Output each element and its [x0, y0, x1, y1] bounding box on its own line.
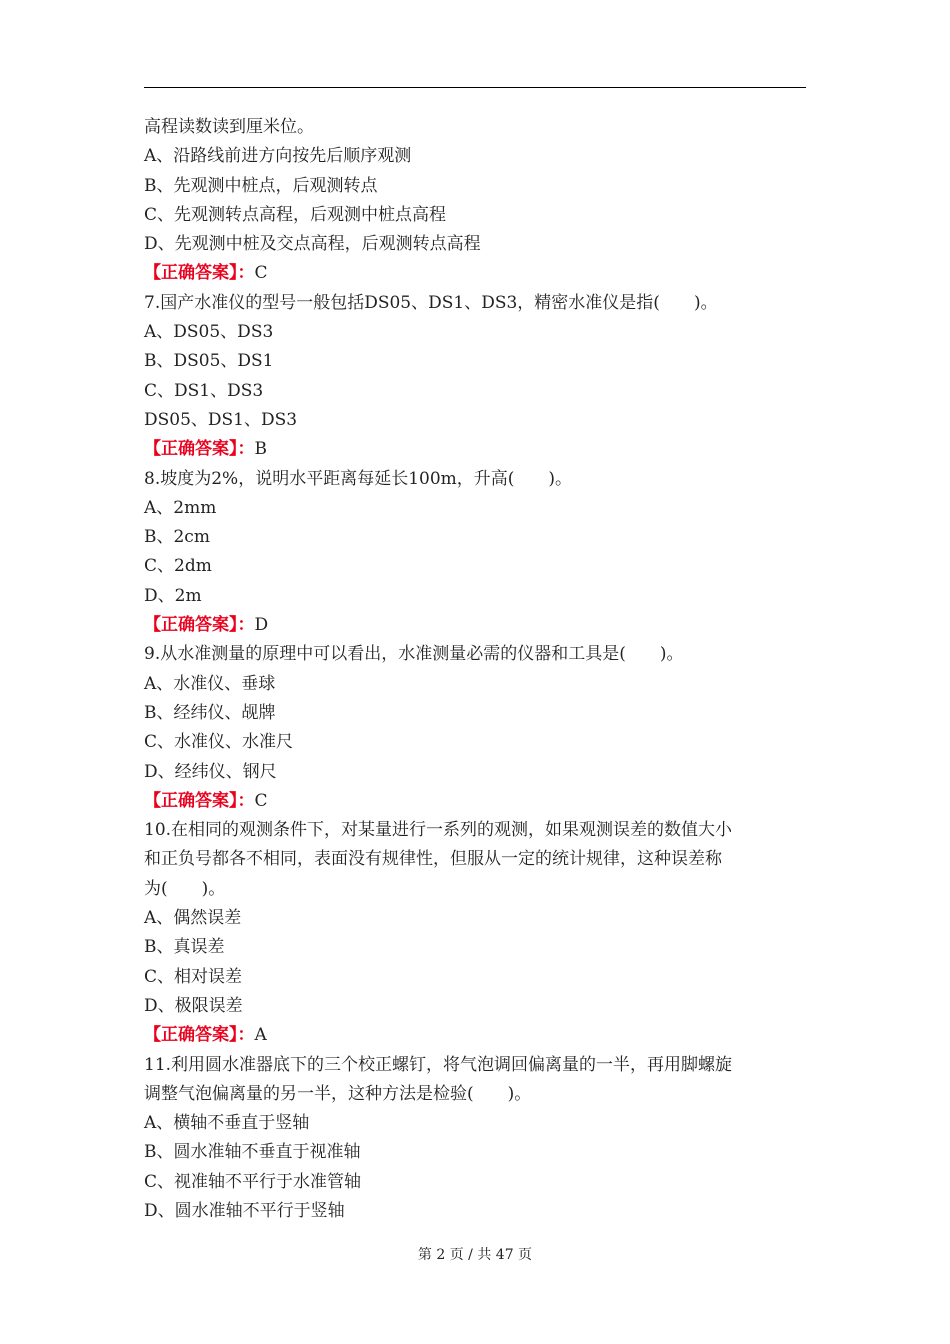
question-9: [144, 640, 806, 816]
option: B、真误差: [144, 937, 225, 958]
answer-line: [144, 259, 806, 288]
question-11: [144, 1051, 806, 1227]
answer-tag: 【正确答案】：: [144, 263, 255, 284]
answer-value: A: [254, 1025, 267, 1046]
question-text: 8.坡度为2%，说明水平距离每延长100m，升高( )。: [144, 468, 573, 489]
answer-value: C: [254, 790, 268, 811]
answer-line: [144, 435, 806, 464]
lead-text: 高程读数读到厘米位。: [144, 117, 314, 137]
option: C、DS1、DS3: [144, 380, 264, 401]
option: DS05、DS1、DS3: [144, 409, 298, 430]
question-10: [144, 816, 806, 1050]
option: B、DS05、DS1: [144, 351, 274, 372]
answer-line: [144, 611, 806, 640]
question-text-line: 调整气泡偏离量的另一半，这种方法是检验( )。: [144, 1083, 532, 1104]
option: D、极限误差: [144, 995, 243, 1016]
option: D、圆水准轴不平行于竖轴: [144, 1200, 345, 1221]
question-text-line: 为( )。: [144, 878, 226, 899]
answer-value: C: [254, 263, 268, 284]
question-8: [144, 465, 806, 641]
header-rule: [144, 87, 806, 88]
option: C、水准仪、水准尺: [144, 732, 294, 753]
answer-tag: 【正确答案】：: [144, 439, 255, 460]
page-number-footer: 第 2 页 / 共 47 页: [417, 1247, 533, 1263]
option: D、经纬仪、钢尺: [144, 761, 277, 782]
option: C、相对误差: [144, 966, 243, 987]
question-text-line: 10.在相同的观测条件下，对某量进行一系列的观测，如果观测误差的数值大小: [144, 820, 733, 841]
option: B、经纬仪、觇牌: [144, 702, 276, 723]
question-content: [144, 113, 806, 1226]
option: C、视准轴不平行于水准管轴: [144, 1171, 362, 1192]
answer-tag: 【正确答案】：: [144, 790, 255, 811]
option: D、2m: [144, 585, 202, 606]
option: B、圆水准轴不垂直于视准轴: [144, 1142, 361, 1163]
question-text-line: 11.利用圆水准器底下的三个校正螺钉，将气泡调回偏离量的一半，再用脚螺旋: [144, 1054, 733, 1075]
option: C、2dm: [144, 556, 212, 577]
option: B、2cm: [144, 527, 210, 548]
option: A、2mm: [144, 497, 217, 518]
answer-line: [144, 787, 806, 816]
question-text: 9.从水准测量的原理中可以看出，水准测量必需的仪器和工具是( )。: [144, 644, 684, 665]
option: D、先观测中桩及交点高程，后观测转点高程: [144, 234, 481, 255]
option: A、DS05、DS3: [144, 322, 274, 343]
option: C、先观测转点高程，后观测中桩点高程: [144, 204, 447, 225]
option: A、横轴不垂直于竖轴: [144, 1113, 310, 1134]
question-7: [144, 289, 806, 465]
option: A、沿路线前进方向按先后顺序观测: [144, 146, 412, 167]
answer-value: B: [254, 439, 267, 460]
question-6-options: [144, 142, 806, 288]
option: A、偶然误差: [144, 908, 242, 929]
answer-tag: 【正确答案】：: [144, 615, 255, 636]
answer-value: D: [254, 615, 269, 636]
option: B、先观测中桩点，后观测转点: [144, 175, 378, 196]
answer-line: [144, 1021, 806, 1050]
option: A、水准仪、垂球: [144, 673, 276, 694]
question-text-line: 和正负号都各不相同，表面没有规律性，但服从一定的统计规律，这种误差称: [144, 849, 722, 870]
question-text: 7.国产水准仪的型号一般包括DS05、DS1、DS3，精密水准仪是指( )。: [144, 292, 718, 313]
answer-tag: 【正确答案】：: [144, 1025, 255, 1046]
